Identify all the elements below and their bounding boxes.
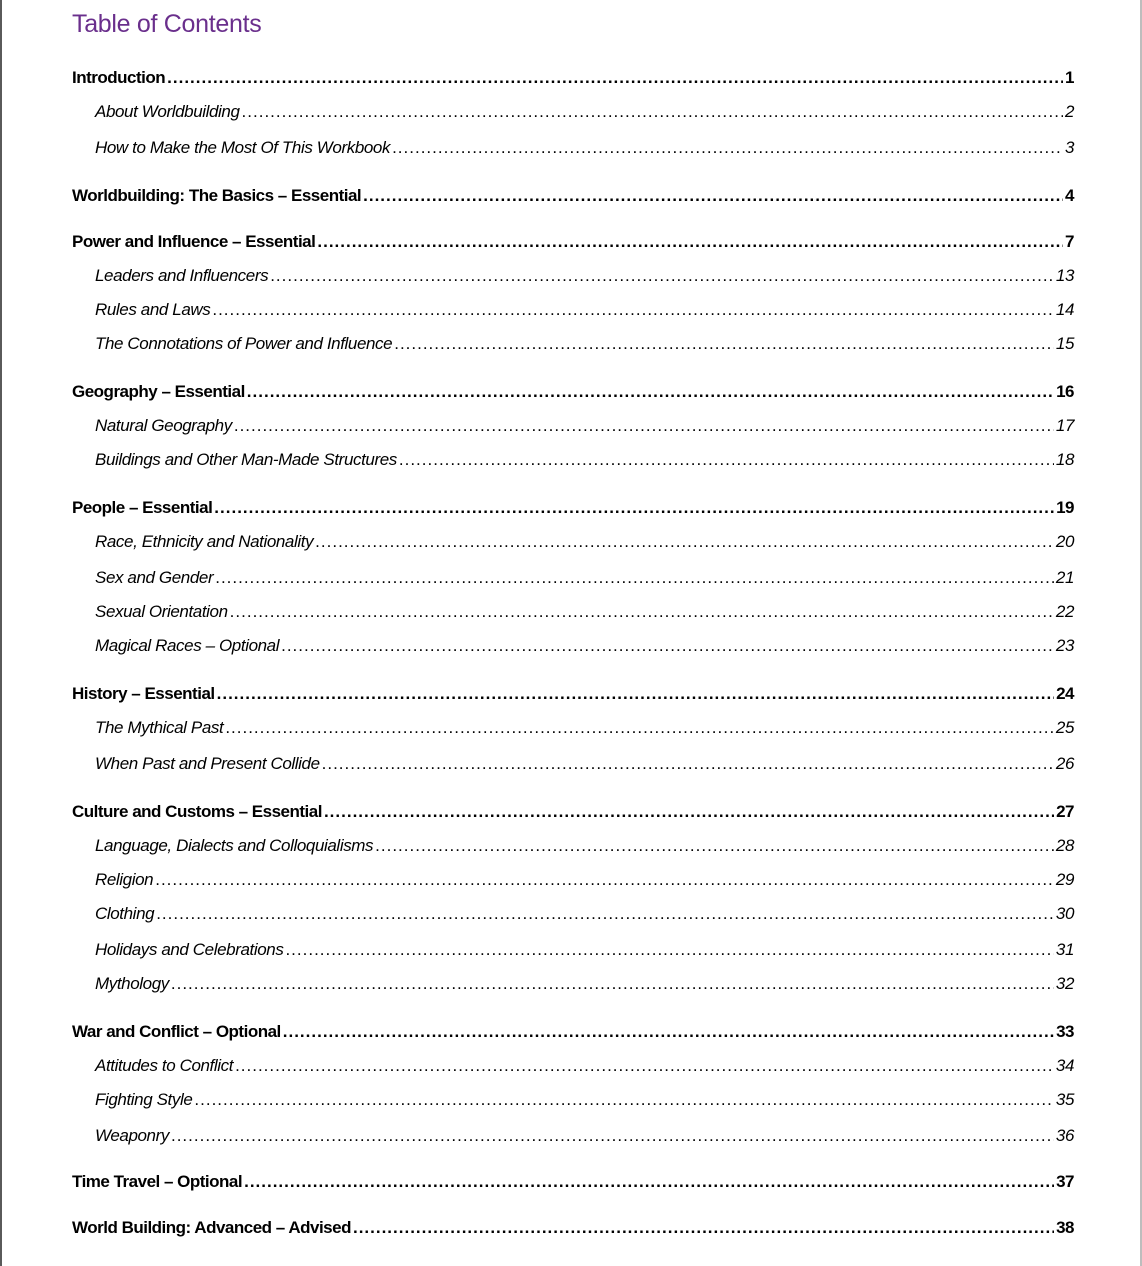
toc-entry-label: Clothing bbox=[95, 904, 155, 923]
toc-subsection-entry[interactable] bbox=[95, 834, 1074, 858]
toc-entry-label: The Connotations of Power and Influence bbox=[95, 334, 393, 353]
toc-entry-page-number: 4 bbox=[1065, 186, 1074, 205]
dot-leader bbox=[324, 800, 1054, 824]
toc-entry-page-number: 37 bbox=[1056, 1172, 1074, 1191]
toc-entry-page-number: 18 bbox=[1055, 450, 1074, 469]
dot-leader bbox=[375, 834, 1054, 858]
toc-entry-label: History – Essential bbox=[72, 684, 215, 703]
toc-subsection-entry[interactable] bbox=[95, 972, 1074, 996]
toc-entry-label: Holidays and Celebrations bbox=[95, 940, 284, 959]
dot-leader bbox=[283, 1020, 1054, 1044]
dot-leader bbox=[230, 600, 1054, 624]
toc-subsection-entry[interactable] bbox=[95, 1124, 1074, 1148]
dot-leader bbox=[244, 1170, 1054, 1194]
toc-entry-page-number: 14 bbox=[1055, 300, 1074, 319]
dot-leader bbox=[171, 972, 1054, 996]
dot-leader bbox=[155, 868, 1054, 892]
toc-entry-page-number: 30 bbox=[1055, 904, 1074, 923]
dot-leader bbox=[212, 298, 1054, 322]
toc-entry-page-number: 33 bbox=[1056, 1022, 1074, 1041]
toc-entry-label: Mythology bbox=[95, 974, 169, 993]
toc-entry-label: Power and Influence – Essential bbox=[72, 232, 316, 251]
toc-entry-page-number: 35 bbox=[1055, 1090, 1074, 1109]
toc-entry-label: When Past and Present Collide bbox=[95, 754, 320, 773]
toc-subsection-entry[interactable] bbox=[95, 566, 1074, 590]
toc-subsection-entry[interactable] bbox=[95, 1054, 1074, 1078]
dot-leader bbox=[235, 1054, 1054, 1078]
dot-leader bbox=[214, 496, 1054, 520]
dot-leader bbox=[394, 332, 1054, 356]
toc-entry-page-number: 25 bbox=[1055, 718, 1074, 737]
toc-entry-page-number: 38 bbox=[1056, 1218, 1074, 1237]
toc-section-entry[interactable] bbox=[72, 66, 1074, 90]
toc-subsection-entry[interactable] bbox=[95, 100, 1074, 124]
dot-leader bbox=[242, 100, 1063, 124]
dot-leader bbox=[167, 66, 1063, 90]
toc-subsection-entry[interactable] bbox=[95, 136, 1074, 160]
dot-leader bbox=[225, 716, 1054, 740]
toc-entry-label: World Building: Advanced – Advised bbox=[72, 1218, 351, 1237]
toc-subsection-entry[interactable] bbox=[95, 530, 1074, 554]
toc-section-entry[interactable] bbox=[72, 1020, 1074, 1044]
dot-leader bbox=[363, 184, 1063, 208]
toc-entry-label: Rules and Laws bbox=[95, 300, 211, 319]
toc-entry-page-number: 21 bbox=[1055, 568, 1074, 587]
toc-subsection-entry[interactable] bbox=[95, 298, 1074, 322]
dot-leader bbox=[281, 634, 1054, 658]
dot-leader bbox=[156, 902, 1054, 926]
dot-leader bbox=[215, 566, 1054, 590]
toc-section-entry[interactable] bbox=[72, 184, 1074, 208]
toc-subsection-entry[interactable] bbox=[95, 634, 1074, 658]
toc-title: Table of Contents bbox=[72, 10, 262, 38]
dot-leader bbox=[399, 448, 1054, 472]
toc-subsection-entry[interactable] bbox=[95, 414, 1074, 438]
dot-leader bbox=[322, 752, 1054, 776]
dot-leader bbox=[353, 1216, 1054, 1240]
toc-entry-page-number: 3 bbox=[1064, 138, 1074, 157]
toc-entry-label: Culture and Customs – Essential bbox=[72, 802, 322, 821]
toc-subsection-entry[interactable] bbox=[95, 716, 1074, 740]
dot-leader bbox=[234, 414, 1054, 438]
toc-entry-label: Introduction bbox=[72, 68, 166, 87]
toc-section-entry[interactable] bbox=[72, 800, 1074, 824]
toc-entry-page-number: 29 bbox=[1055, 870, 1074, 889]
toc-entry-page-number: 1 bbox=[1065, 68, 1074, 87]
toc-entry-page-number: 19 bbox=[1056, 498, 1074, 517]
toc-section-entry[interactable] bbox=[72, 230, 1074, 254]
toc-list bbox=[72, 0, 1074, 1266]
toc-entry-page-number: 13 bbox=[1055, 266, 1074, 285]
toc-entry-label: How to Make the Most Of This Workbook bbox=[95, 138, 391, 157]
toc-subsection-entry[interactable] bbox=[95, 902, 1074, 926]
toc-section-entry[interactable] bbox=[72, 1170, 1074, 1194]
toc-entry-label: Fighting Style bbox=[95, 1090, 193, 1109]
dot-leader bbox=[270, 264, 1054, 288]
toc-section-entry[interactable] bbox=[72, 496, 1074, 520]
toc-entry-page-number: 20 bbox=[1055, 532, 1074, 551]
toc-entry-page-number: 22 bbox=[1055, 602, 1074, 621]
dot-leader bbox=[317, 230, 1063, 254]
toc-entry-label: Sex and Gender bbox=[95, 568, 214, 587]
toc-subsection-entry[interactable] bbox=[95, 264, 1074, 288]
toc-section-entry[interactable] bbox=[72, 1216, 1074, 1240]
toc-section-entry[interactable] bbox=[72, 682, 1074, 706]
toc-entry-label: Time Travel – Optional bbox=[72, 1172, 243, 1191]
toc-entry-label: Weaponry bbox=[95, 1126, 169, 1145]
dot-leader bbox=[217, 682, 1054, 706]
toc-entry-page-number: 24 bbox=[1056, 684, 1074, 703]
toc-entry-label: War and Conflict – Optional bbox=[72, 1022, 281, 1041]
toc-entry-page-number: 17 bbox=[1055, 416, 1074, 435]
toc-entry-label: Race, Ethnicity and Nationality bbox=[95, 532, 314, 551]
toc-section-entry[interactable] bbox=[72, 380, 1074, 404]
toc-entry-label: Attitudes to Conflict bbox=[95, 1056, 234, 1075]
toc-entry-page-number: 27 bbox=[1056, 802, 1074, 821]
toc-subsection-entry[interactable] bbox=[95, 1088, 1074, 1112]
dot-leader bbox=[315, 530, 1054, 554]
toc-entry-label: Magical Races – Optional bbox=[95, 636, 280, 655]
toc-subsection-entry[interactable] bbox=[95, 938, 1074, 962]
toc-entry-label: Sexual Orientation bbox=[95, 602, 228, 621]
toc-entry-label: People – Essential bbox=[72, 498, 213, 517]
toc-entry-page-number: 26 bbox=[1055, 754, 1074, 773]
toc-entry-page-number: 7 bbox=[1065, 232, 1074, 251]
toc-entry-page-number: 31 bbox=[1055, 940, 1074, 959]
toc-subsection-entry[interactable] bbox=[95, 868, 1074, 892]
dot-leader bbox=[171, 1124, 1054, 1148]
toc-entry-page-number: 34 bbox=[1055, 1056, 1074, 1075]
toc-entry-page-number: 23 bbox=[1055, 636, 1074, 655]
toc-subsection-entry[interactable] bbox=[95, 448, 1074, 472]
toc-entry-page-number: 36 bbox=[1055, 1126, 1074, 1145]
toc-entry-label: Leaders and Influencers bbox=[95, 266, 269, 285]
toc-subsection-entry[interactable] bbox=[95, 600, 1074, 624]
toc-subsection-entry[interactable] bbox=[95, 752, 1074, 776]
toc-entry-label: Buildings and Other Man-Made Structures bbox=[95, 450, 397, 469]
toc-entry-label: Geography – Essential bbox=[72, 382, 245, 401]
toc-entry-label: About Worldbuilding bbox=[95, 102, 240, 121]
toc-entry-label: The Mythical Past bbox=[95, 718, 224, 737]
toc-entry-label: Language, Dialects and Colloquialisms bbox=[95, 836, 374, 855]
toc-entry-page-number: 28 bbox=[1055, 836, 1074, 855]
dot-leader bbox=[285, 938, 1053, 962]
toc-entry-page-number: 2 bbox=[1064, 102, 1074, 121]
toc-subsection-entry[interactable] bbox=[95, 332, 1074, 356]
dot-leader bbox=[247, 380, 1054, 404]
dot-leader bbox=[194, 1088, 1053, 1112]
dot-leader bbox=[392, 136, 1063, 160]
toc-entry-page-number: 32 bbox=[1055, 974, 1074, 993]
toc-entry-page-number: 16 bbox=[1056, 382, 1074, 401]
toc-entry-label: Worldbuilding: The Basics – Essential bbox=[72, 186, 362, 205]
page-left-edge bbox=[0, 0, 2, 1266]
toc-entry-label: Religion bbox=[95, 870, 154, 889]
toc-entry-label: Natural Geography bbox=[95, 416, 232, 435]
toc-entry-page-number: 15 bbox=[1055, 334, 1074, 353]
